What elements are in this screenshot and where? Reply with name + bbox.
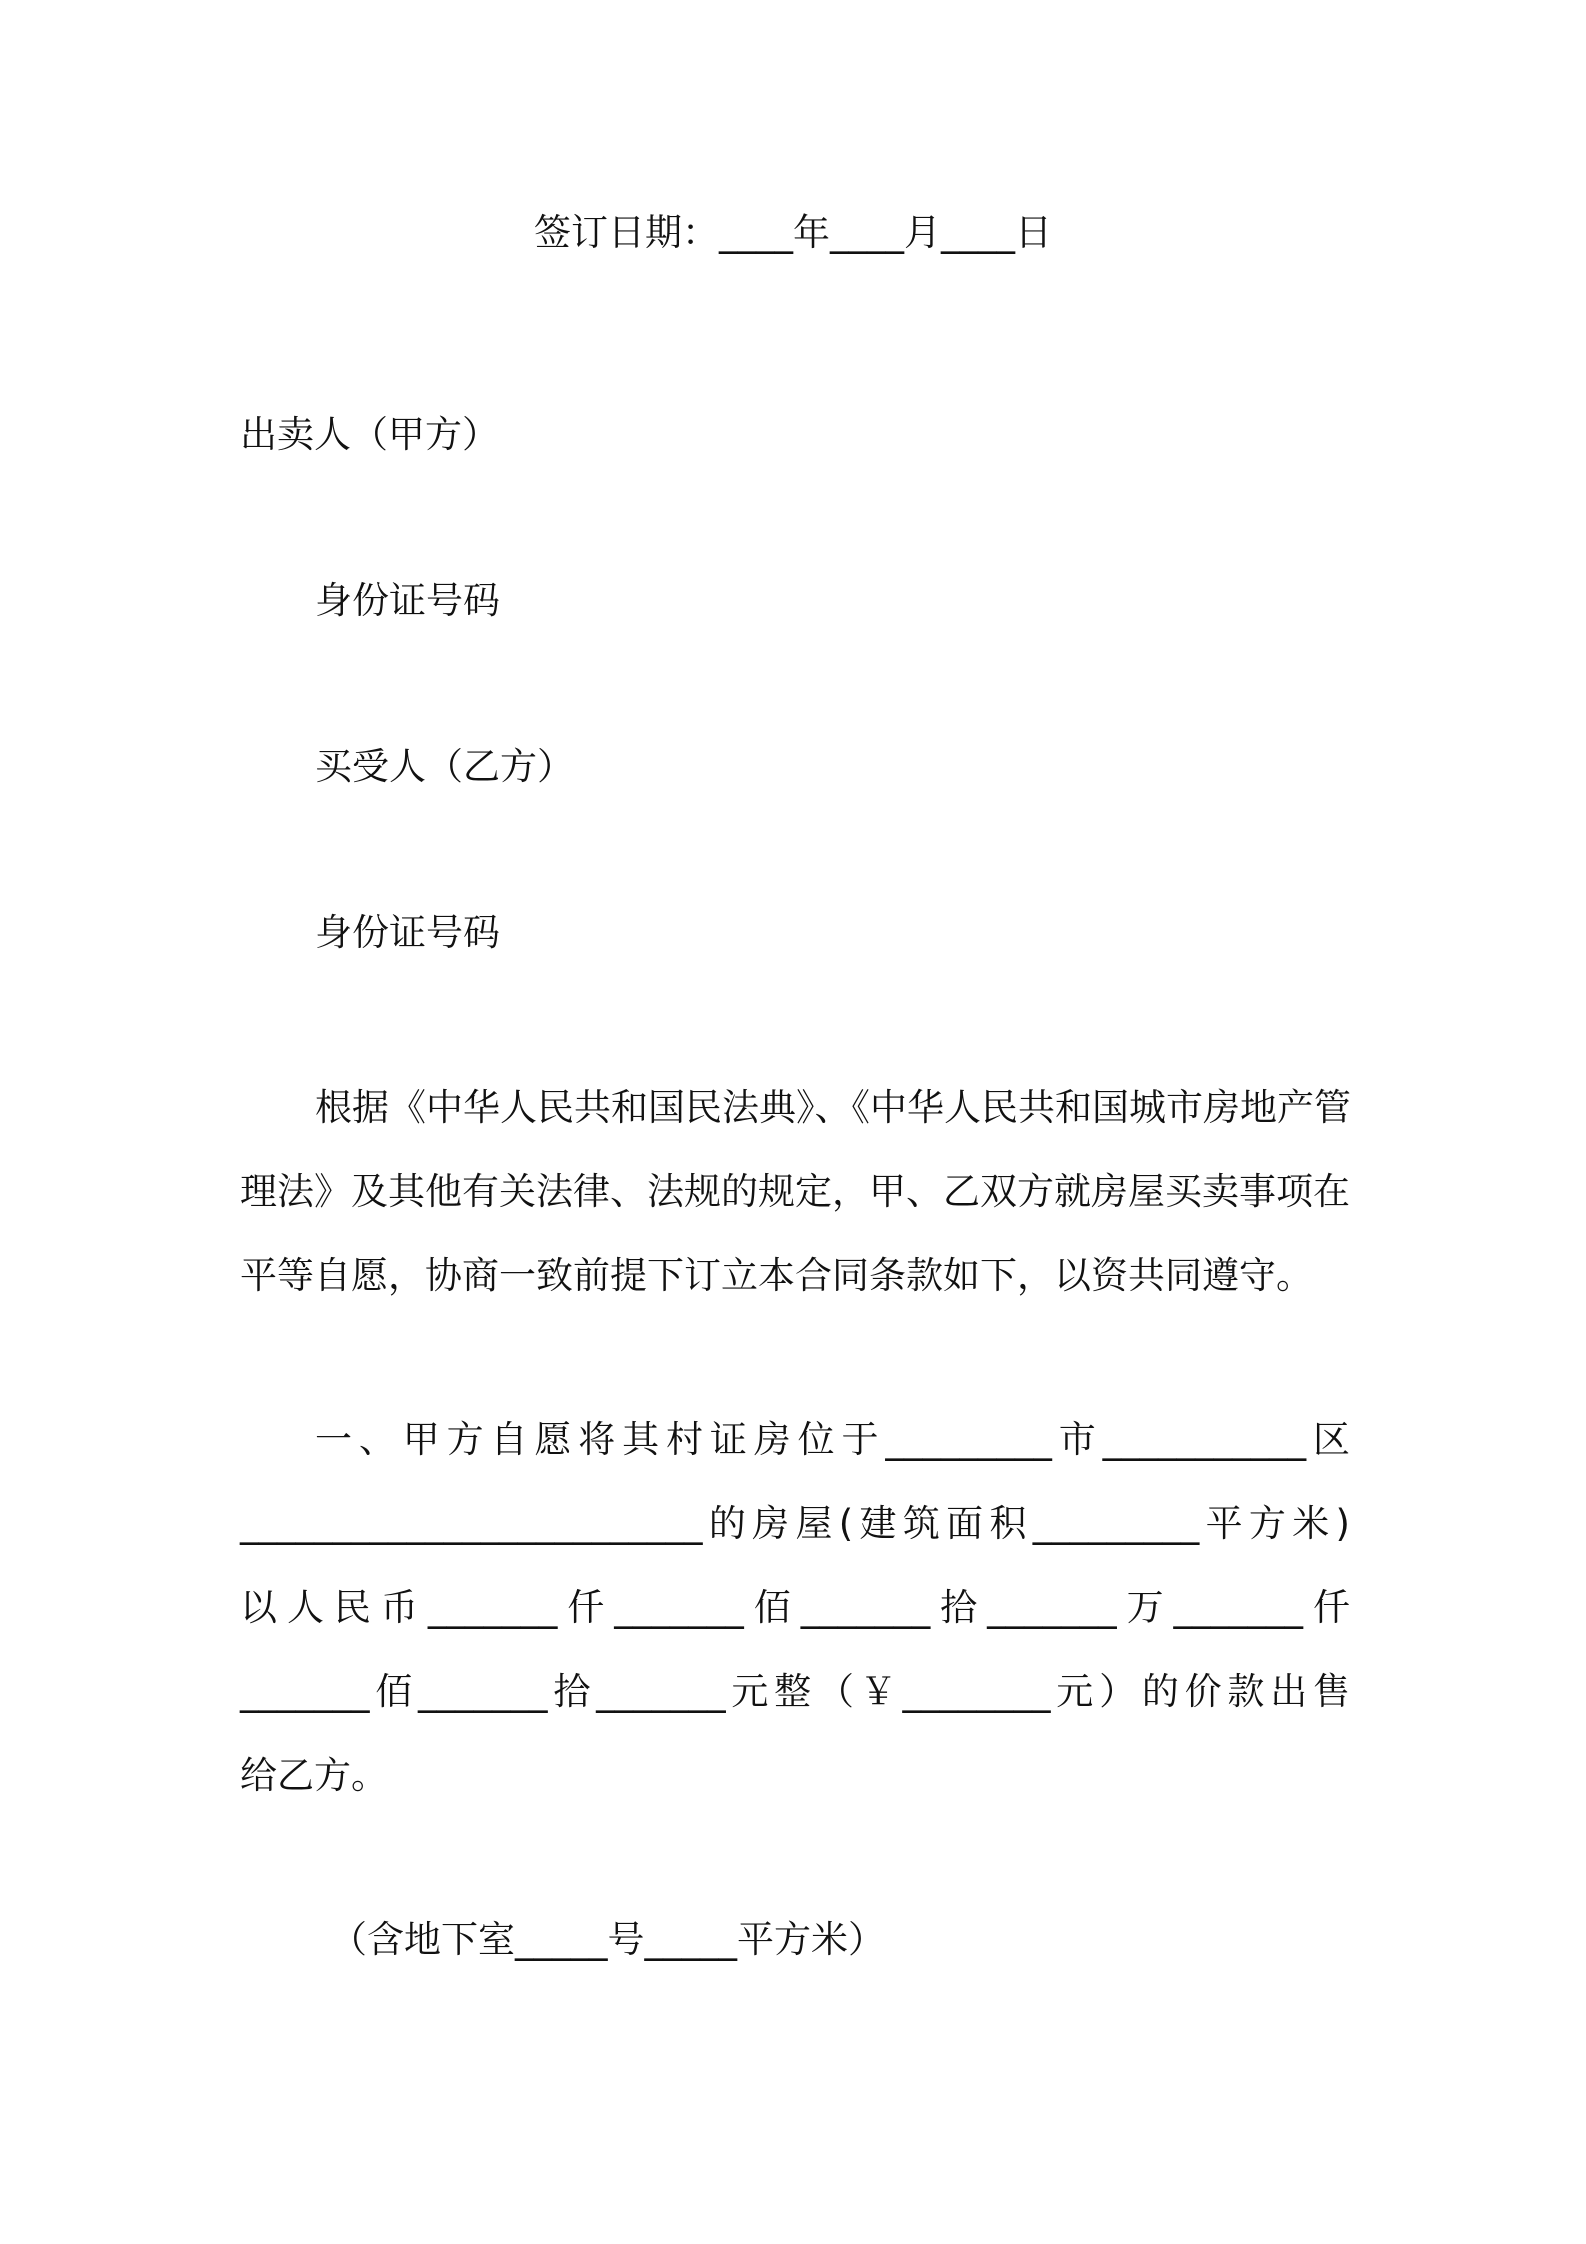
basement-line: （含地下室_____号_____平方米） [330,1918,885,1961]
sign-date: 签订日期：____年____月____日 [534,211,1052,254]
clause-1-line: 给乙方。 [240,1754,388,1797]
clause-1-line: _______佰_______拾_______元整（￥________元）的价款出售 [240,1670,1350,1713]
preamble-paragraph [240,1066,1350,1318]
clause-1-line: 以人民币_______仟_______佰_______拾_______万_______仟 [240,1586,1350,1629]
preamble-line: 理法》及其他有关法律、法规的规定，甲、乙双方就房屋买卖事项在 [240,1170,1350,1213]
seller-id-label: 身份证号码 [315,579,500,622]
clause-1-paragraph [240,1398,1350,1818]
clause-1-line: 一、甲方自愿将其村证房位于_________市___________区 [315,1418,1350,1461]
buyer-label: 买受人（乙方） [315,745,574,788]
seller-label: 出卖人（甲方） [240,413,499,456]
preamble-line: 平等自愿，协商一致前提下订立本合同条款如下，以资共同遵守。 [240,1254,1313,1297]
preamble-line: 根据《中华人民共和国民法典》、《中华人民共和国城市房地产管 [315,1086,1351,1129]
clause-1-line: _________________________的房屋(建筑面积_________平方米) [240,1502,1350,1545]
buyer-id-label: 身份证号码 [315,911,500,954]
